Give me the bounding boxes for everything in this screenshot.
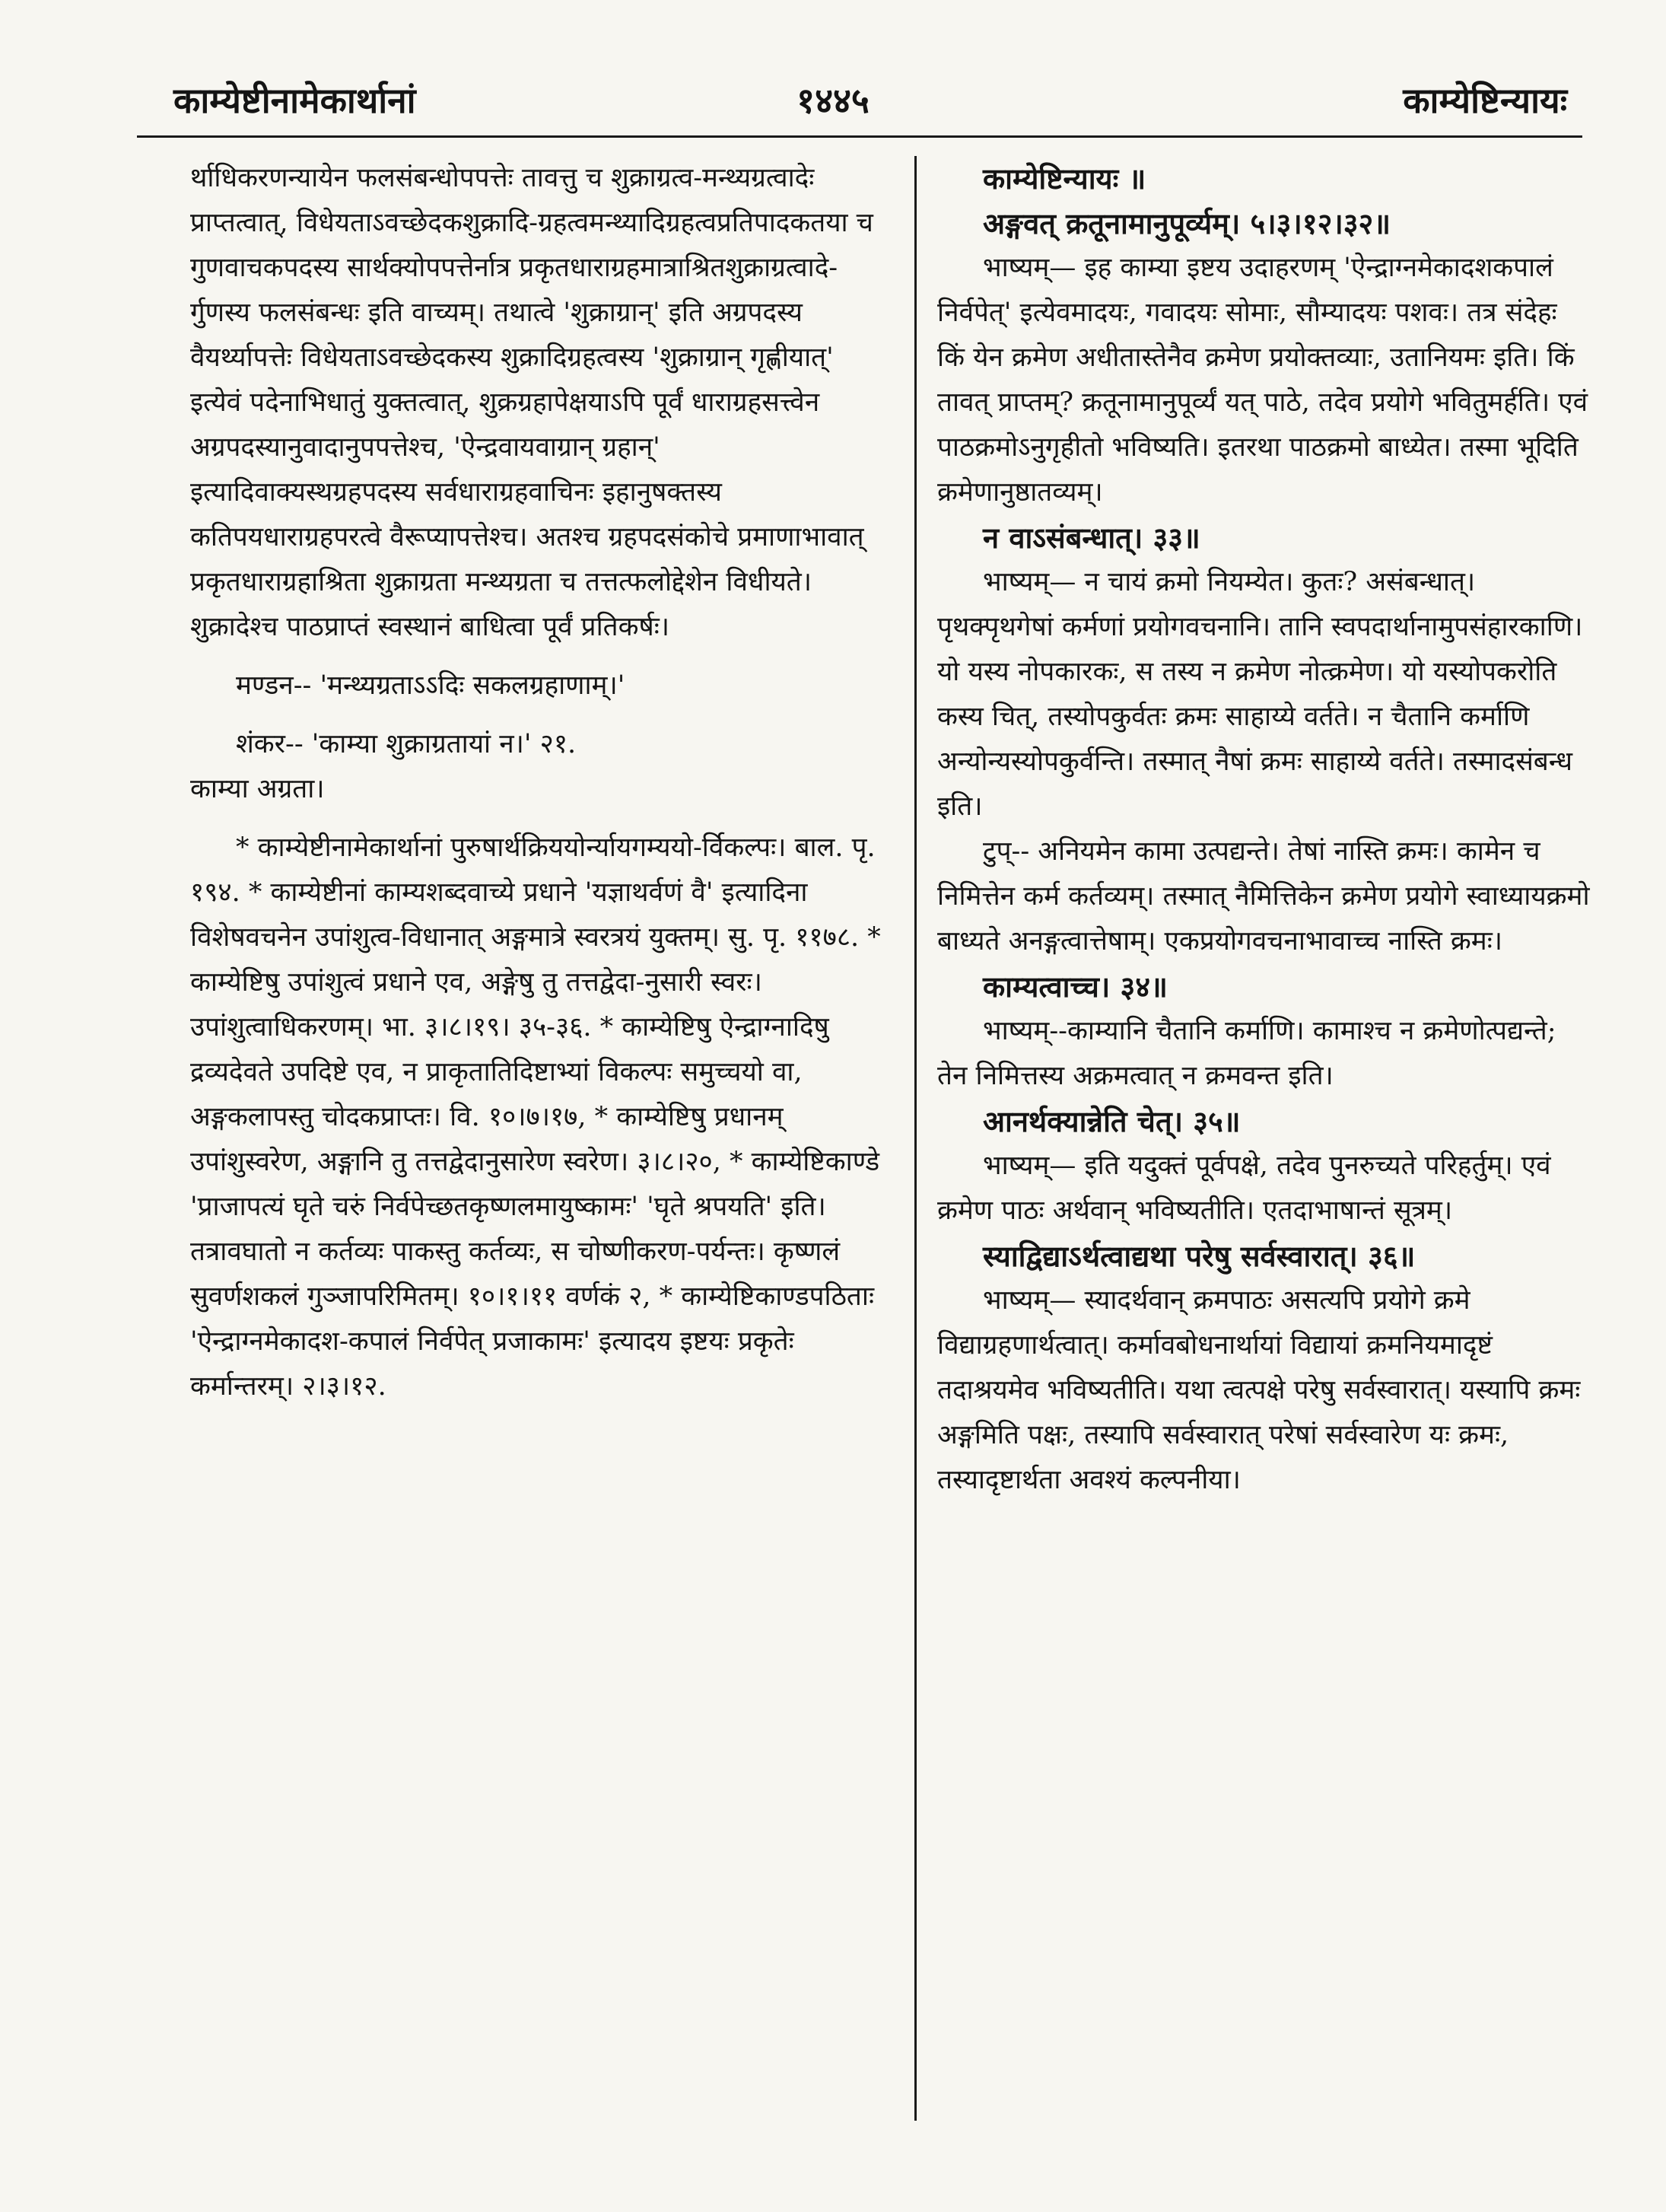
sutra-32: अङ्गवत् क्रतूनामानुपूर्व्यम्। ५।३।१२।३२॥ xyxy=(983,206,1391,240)
sutra-35: आनर्थक्यान्नेति चेत्। ३५॥ xyxy=(983,1104,1241,1138)
left-paragraph-2: * काम्येष्टीनामेकार्थानां पुरुषार्थक्रिययोर्न्यायगम्ययो-र्विकल्पः। बाल. पृ. १९४. * काम्येष्टीनां काम्यशब्दवाच्ये प्रधाने 'यज्ञाथर्वणं वै' इत्यादिना विशेषवचनेन उपांशुत्व-विधानात् अङ्गमात्रे स्वरत्रयं युक्तम्। सु. पृ. ११७८. * काम्येष्टिषु उपांशुत्वं प्रधाने एव, अङ्गेषु तु तत्तद्वेदा-नुसारी स्वरः। उपांशुत्वाधिकरणम्। भा. ३।८।१९। ३५-३६. * काम्येष्टिषु ऐन्द्राग्नादिषु द्रव्यदेवते उपदिष्टे एव, न प्राकृतातिदिष्टाभ्यां विकल्पः समुच्चयो वा, अङ्गकलापस्तु चोदकप्राप्तः। वि. १०।७।१७, * काम्येष्टिषु प्रधानम् उपांशुस्वरेण, अङ्गानि तु तत्तद्वेदानुसारेण स्वरेण। ३।८।२०, * काम्येष्टिकाण्डे 'प्राजापत्यं घृते चरुं निर्वपेच्छतकृष्णलमायुष्कामः' 'घृते श्रपयति' इति। तत्रावघातो न कर्तव्यः पाकस्तु कर्तव्यः, स चोष्णीकरण-पर्यन्तः। कृष्णलं सुवर्णशकलं गुञ्जापरिमितम्। १०।१।११ वर्णकं २, * काम्येष्टिकाण्डपठिताः 'ऐन्द्राग्नमेकादश-कपालं निर्वपेत् प्रजाकामः' इत्यादय इष्टयः प्रकृतेः कर्मान्तरम्। २।३।१२. xyxy=(190,832,881,1402)
bhashya-33: भाष्यम्— न चायं क्रमो नियम्येत। कुतः? असंबन्धात्। पृथक्पृथगेषां कर्मणां प्रयोगवचनानि। तानि स्वपदार्थानामुपसंहारकाणि। यो यस्य नोपकारकः, स तस्य न क्रमेण नोत्क्रमेण। यो यस्योपकरोति कस्य चित्, तस्योपकुर्वतः क्रमः साहाय्ये वर्तते। न चैतानि कर्माणि अन्योन्यस्योपकुर्वन्ति। तस्मात् नैषां क्रमः साहाय्ये वर्तते। तस्मादसंबन्ध इति। xyxy=(937,567,1583,822)
header-rule xyxy=(137,135,1582,138)
column-divider xyxy=(914,156,917,2121)
bhashya-34: भाष्यम्--काम्यानि चैतानि कर्माणि। कामाश्च न क्रमेणोत्पद्यन्ते; तेन निमित्तस्य अक्रमत्वात् न क्रमवन्त इति। xyxy=(937,1016,1556,1091)
section-title: काम्येष्टिन्यायः ॥ xyxy=(983,161,1146,196)
sutra-33: न वाऽसंबन्धात्। ३३॥ xyxy=(983,520,1200,555)
tup-33: टुप्-- अनियमेन कामा उत्पद्यन्ते। तेषां नास्ति क्रमः। कामेन च निमित्तेन कर्म कर्तव्यम्। तस्मात् नैमित्तिकेन क्रमेण प्रयोगे स्वाध्यायक्रमो बाध्यते अनङ्गत्वात्तेषाम्। एकप्रयोगवचनाभावाच्च नास्ति क्रमः। xyxy=(937,836,1590,956)
sutra-36: स्याद्विद्याऽर्थत्वाद्यथा परेषु सर्वस्वारात्। ३६॥ xyxy=(983,1239,1416,1273)
left-column xyxy=(190,156,890,1409)
running-head-left: काम्येष्टीनामेकार्थानां xyxy=(173,80,416,121)
bhashya-36: भाष्यम्— स्यादर्थवान् क्रमपाठः असत्यपि प्रयोगे क्रमे विद्याग्रहणार्थत्वात्। कर्मावबोधनार्थायां विद्यायां क्रमनियमादृष्टं तदाश्रयमेव भविष्यतीति। यथा त्वत्पक्षे परेषु सर्वस्वारात्। यस्यापि क्रमः अङ्गमिति पक्षः, तस्यापि सर्वस्वारात् परेषां सर्वस्वारेण यः क्रमः, तस्यादृष्टार्थता अवश्यं कल्पनीया। xyxy=(937,1285,1581,1495)
shankara-quote: शंकर-- 'काम्या शुक्राग्रतायां न।' २१. xyxy=(236,729,577,759)
bhashya-35: भाष्यम्— इति यदुक्तं पूर्वपक्षे, तदेव पुनरुच्यते परिहर्तुम्। एवं क्रमेण पाठः अर्थवान् भविष्यतीति। एतदाभाषान्तं सूत्रम्। xyxy=(937,1151,1551,1226)
shankara-gloss: काम्या अग्रता। xyxy=(190,774,325,804)
page-number: १४४५ xyxy=(796,80,870,121)
sutra-34: काम्यत्वाच्च। ३४॥ xyxy=(983,969,1168,1004)
left-paragraph-1: र्थाधिकरणन्यायेन फलसंबन्धोपपत्तेः तावत्तु च शुक्राग्रत्व-मन्थ्यग्रत्वादेः प्राप्तत्वात्, विधेयताऽवच्छेदकशुक्रादि-ग्रहत्वमन्थ्यादिग्रहत्वप्रतिपादकतया च गुणवाचकपदस्य सार्थक्योपपत्तेर्नात्र प्रकृतधाराग्रहमात्राश्रितशुक्राग्रत्वादे-र्गुणस्य फलसंबन्धः इति वाच्यम्। तथात्वे 'शुक्राग्रान्' इति अग्रपदस्य वैयर्थ्यापत्तेः विधेयताऽवच्छेदकस्य शुक्रादिग्रहत्वस्य 'शुक्राग्रान् गृह्णीयात्' इत्येवं पदेनाभिधातुं युक्तत्वात्, शुक्रग्रहापेक्षयाऽपि पूर्वं धाराग्रहसत्त्वेन अग्रपदस्यानुवादानुपपत्तेश्च, 'ऐन्द्रवायवाग्रान् ग्रहान्' इत्यादिवाक्यस्थग्रहपदस्य सर्वधाराग्रहवाचिनः इहानुषक्तस्य कतिपयधाराग्रहपरत्वे वैरूप्यापत्तेश्च। अतश्च ग्रहपदसंकोचे प्रमाणाभावात् प्रकृतधाराग्रहाश्रिता शुक्राग्रता मन्थ्यग्रता च तत्तत्फलोद्देशेन विधीयते। शुक्रादेश्च पाठप्राप्तं स्वस्थानं बाधित्वा पूर्वं प्रतिकर्षः। xyxy=(190,163,873,642)
running-head-right: काम्येष्टिन्यायः xyxy=(1403,80,1567,121)
right-column xyxy=(937,156,1591,1503)
mandana-quote: मण्डन-- 'मन्थ्यग्रताऽऽदिः सकलग्रहाणाम्।' xyxy=(236,670,625,701)
bhashya-32: भाष्यम्— इह काम्या इष्टय उदाहरणम् 'ऐन्द्राग्नमेकादशकपालं निर्वपेत्' इत्येवमादयः, गवादयः सोमाः, सौम्यादयः पशवः। तत्र संदेहः किं येन क्रमेण अधीतास्तेनैव क्रमेण प्रयोक्तव्याः, उतानियमः इति। किं तावत् प्राप्तम्? क्रतूनामानुपूर्व्यं यत् पाठे, तदेव प्रयोगे भवितुमर्हति। एवं पाठक्रमोऽनुगृहीतो भविष्यति। इतरथा पाठक्रमो बाध्येत। तस्मा भूदिति क्रमेणानुष्ठातव्यम्। xyxy=(937,253,1588,508)
